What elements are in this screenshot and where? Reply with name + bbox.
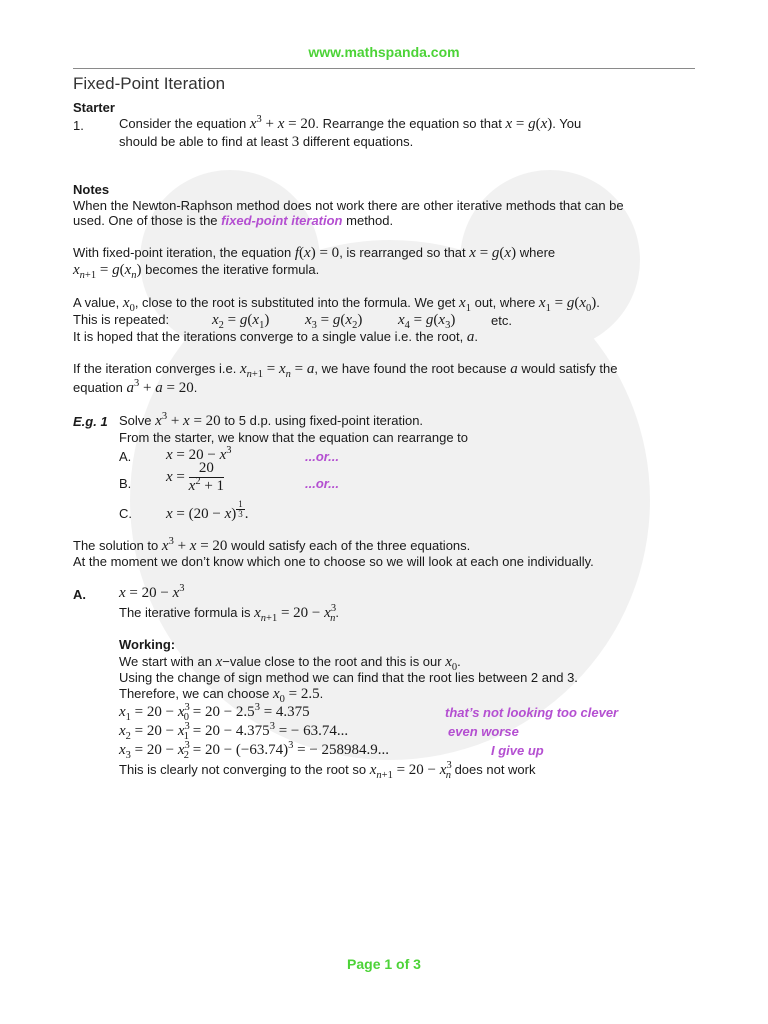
conclusion-line: This is clearly not converging to the root so $x_{n+1} = 20 - x^3_n$ does not work [119, 760, 536, 781]
header-rule [73, 68, 695, 69]
starter-number: 1. [73, 118, 84, 133]
iteration-2: $x_2 = 20 - x^3_1 = 20 - 4.375^3$ = − 63.74... [119, 721, 349, 742]
page-title: Fixed-Point Iteration [73, 74, 226, 93]
iteration-3: $x_3 = 20 - x^3_2 = 20 - (-63.74)^3$ = − 258984.9... [119, 740, 390, 761]
or-note-1: ...or... [305, 449, 339, 464]
starter-heading: Starter [73, 100, 115, 115]
page-number: Page 1 of 3 [347, 956, 421, 972]
notes-line-8: If the iteration converges i.e. $x_{n+1} = x_n = a$, we have found the root because a would satisfy the [73, 361, 618, 380]
notes-line-9: equation $a^3 + a = 20$. [73, 378, 198, 396]
part-a-formula: The iterative formula is $x_{n+1} = 20 - x^3_n$. [119, 603, 339, 624]
or-note-2: ...or... [305, 476, 339, 491]
moment-line: At the moment we don’t know which one to choose so we will look at each one individually. [73, 554, 594, 569]
notes-line-1: When the Newton-Raphson method does not work there are other iterative methods that can be [73, 198, 624, 213]
notes-heading: Notes [73, 182, 110, 197]
notes-line-2: used. One of those is the fixed-point iteration method. [73, 213, 394, 228]
working-line-1: We start with an x−value close to the root and this is our $x_0$. [119, 654, 461, 673]
starter-line-1: Consider the equation $x^3 + x = 20$. Rearrange the equation so that x = g(x). You [119, 114, 582, 132]
option-a-label: A. [119, 449, 132, 464]
starter-line-2: should be able to find at least 3 different equations. [119, 134, 414, 150]
iteration-x2: $x_2 = g(x_1)$ [212, 312, 270, 331]
example-line-2: From the starter, we know that the equation can rearrange to [119, 430, 469, 445]
working-line-2: Using the change of sign method we can find that the root lies between 2 and 3. [119, 670, 578, 685]
iteration-1: $x_1 = 20 - x^3_0 = 20 - 2.5^3 = 4.375$ [119, 702, 310, 723]
notes-line-3: With fixed-point iteration, the equation f(x) = 0, is rearranged so that x = g(x) where [73, 245, 556, 261]
option-c-label: C. [119, 506, 132, 521]
option-c-equation: x = (20 − x) $^{\frac{1}{3}}$ . [166, 499, 249, 522]
example-label: E.g. 1 [73, 414, 108, 429]
site-header[interactable]: www.mathspanda.com [308, 44, 460, 60]
part-a-equation: $x = 20 - x^3$ [119, 583, 185, 601]
part-a-label: A. [73, 587, 86, 602]
iteration-etc: etc. [491, 313, 512, 328]
working-line-3: Therefore, we can choose $x_0 = 2.5$. [119, 686, 324, 705]
option-b-equation: x = $\frac{20}{x^2 + 1}$ [166, 460, 225, 494]
notes-line-5: A value, $x_0$, close to the root is substituted into the formula. We get $x_1$ out, where $x_1 = g(x_0)$. [73, 295, 600, 314]
solution-line: The solution to $x^3 + x = 20$ would satisfy each of the three equations. [73, 536, 471, 554]
comment-1: that’s not looking too clever [445, 705, 619, 720]
notes-line-4: $x_{n+1} = g(x_n)$ becomes the iterative formula. [73, 262, 320, 281]
option-a-equation: $x = 20 - x^3$ [166, 445, 232, 463]
notes-line-6: This is repeated: [73, 312, 170, 327]
working-heading: Working: [119, 637, 176, 652]
iteration-x4: $x_4 = g(x_3)$ [398, 312, 456, 331]
notes-line-7: It is hoped that the iterations converge to a single value i.e. the root, a. [73, 329, 478, 345]
option-b-label: B. [119, 476, 132, 491]
comment-2: even worse [448, 724, 519, 739]
iteration-x3: $x_3 = g(x_2)$ [305, 312, 363, 331]
example-line-1: Solve $x^3 + x = 20$ to 5 d.p. using fixed-point iteration. [119, 411, 424, 429]
comment-3: I give up [491, 743, 544, 758]
